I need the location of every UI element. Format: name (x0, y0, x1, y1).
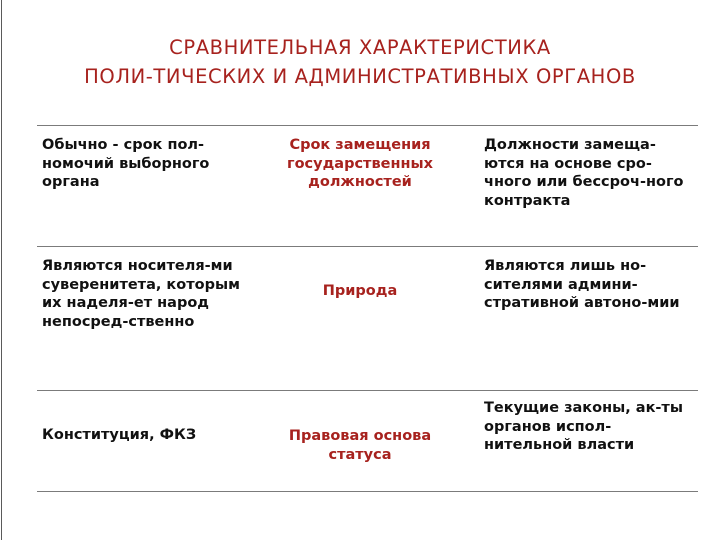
cell-criterion: Природа (322, 283, 398, 299)
cell-political: Конституция, ФКЗ (42, 427, 197, 443)
title-line-1: СРАВНИТЕЛЬНАЯ ХАРАКТЕРИСТИКА (169, 36, 551, 59)
slide-title (20, 33, 700, 91)
cell-administrative: Являются лишь но-сителями админи-стративной автоно-мии (484, 258, 680, 311)
table-row (37, 125, 698, 247)
cell-administrative: Текущие законы, ак-ты органов испол-нительной власти (484, 400, 683, 453)
table-row (37, 246, 698, 391)
cell-administrative: Должности замеща-ются на основе сро-чного или бессроч-ного контракта (484, 137, 684, 209)
cell-political: Являются носителя-ми суверенитета, которым их наделя-ет народ непосред-ственно (42, 258, 240, 330)
cell-criterion: Срок замещения государственных должностей (287, 137, 433, 190)
cell-criterion: Правовая основа статуса (288, 428, 432, 463)
title-line-2: ПОЛИ-ТИЧЕСКИХ И АДМИНИСТРАТИВНЫХ ОРГАНОВ (84, 65, 636, 88)
table-row (37, 390, 698, 492)
left-border-line (1, 0, 2, 540)
cell-political: Обычно - срок пол-номочий выборного органа (42, 137, 210, 190)
